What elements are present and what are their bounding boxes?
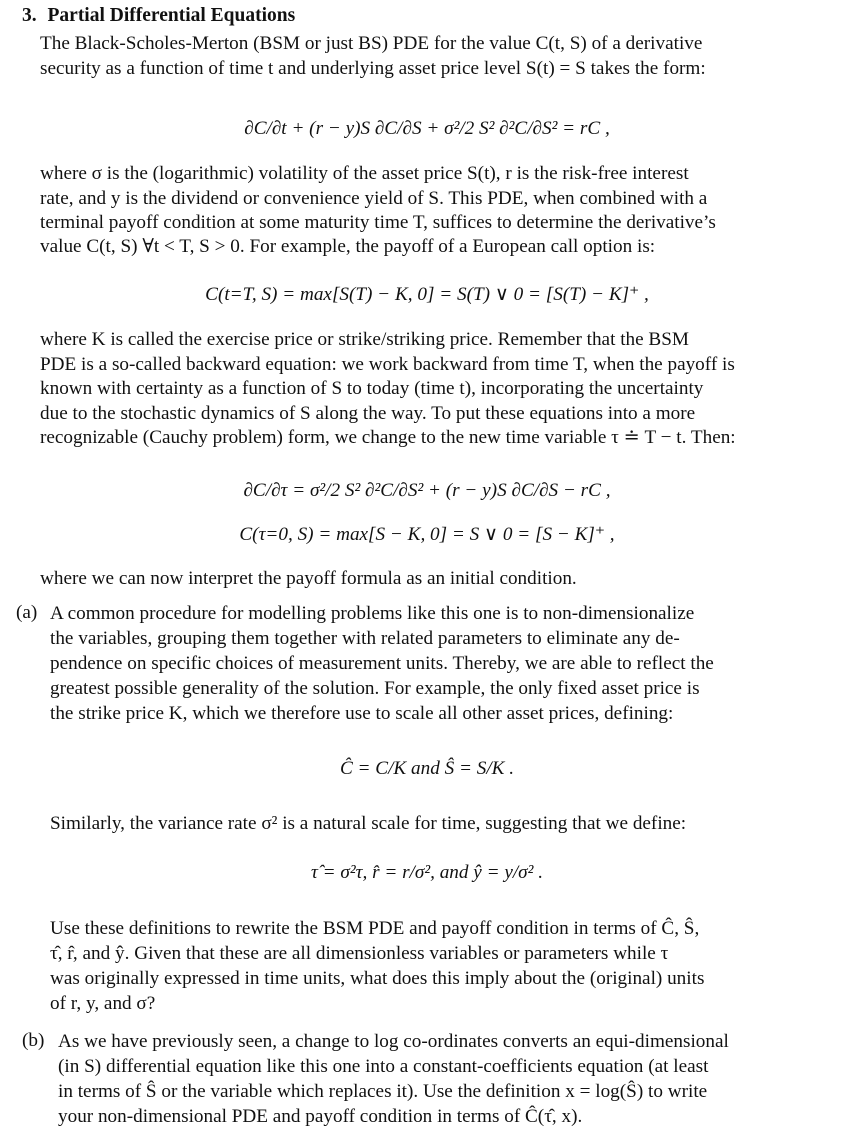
section-title: Partial Differential Equations — [47, 5, 296, 26]
equation-bsm-pde: ∂C/∂t + (r − y)S ∂C/∂S + σ²/2 S² ∂²C/∂S² = rC , — [244, 118, 610, 139]
equation-call-payoff: C(t=T, S) = max[S(T) − K, 0] = S(T) ∨ 0 = [S(T) − K]⁺ , — [205, 284, 649, 305]
section-number: 3. — [22, 5, 37, 26]
paragraph-line: known with certainty as a function of S to today (time t), incorporating the uncertainty — [40, 378, 704, 399]
part-a-line: pendence on specific choices of measurement units. Thereby, we are able to reflect the — [50, 653, 714, 674]
part-a-line: the variables, grouping them together with related parameters to eliminate any de- — [50, 628, 680, 649]
paragraph-line: terminal payoff condition at some maturity time T, suffices to determine the derivative’s — [40, 212, 716, 233]
part-a-line: the strike price K, which we therefore use to scale all other asset prices, defining: — [50, 703, 674, 724]
paragraph-line: where σ is the (logarithmic) volatility of the asset price S(t), r is the risk-free interest — [40, 163, 689, 184]
section-heading — [22, 4, 295, 28]
equation-scaling: Ĉ = C/K and Ŝ = S/K . — [339, 758, 515, 779]
part-a-line: Use these definitions to rewrite the BSM PDE and payoff condition in terms of Ĉ, Ŝ, — [50, 918, 700, 939]
part-a-line: Similarly, the variance rate σ² is a natural scale for time, suggesting that we define: — [50, 813, 687, 834]
paragraph-line: due to the stochastic dynamics of S along the way. To put these equations into a more — [40, 403, 696, 424]
paragraph-line: rate, and y is the dividend or convenience yield of S. This PDE, when combined with a — [40, 188, 708, 209]
equation-forward-pde: ∂C/∂τ = σ²/2 S² ∂²C/∂S² + (r − y)S ∂C/∂S − rC , — [243, 480, 611, 501]
intro-line: The Black-Scholes-Merton (BSM or just BS) PDE for the value C(t, S) of a derivative — [40, 33, 703, 54]
equation-time-scaling: τ̂ = σ²τ, r̂ = r/σ², and ŷ = y/σ² . — [311, 862, 543, 883]
paragraph-line: where we can now interpret the payoff formula as an initial condition. — [40, 568, 577, 589]
part-b-line: your non-dimensional PDE and payoff condition in terms of Ĉ(τ̂, x). — [58, 1106, 583, 1127]
part-b-line: As we have previously seen, a change to log co-ordinates converts an equi-dimensional — [58, 1031, 729, 1052]
paragraph-line: where K is called the exercise price or strike/striking price. Remember that the BSM — [40, 329, 689, 350]
part-a-line: of r, y, and σ? — [50, 993, 156, 1014]
paragraph-line: recognizable (Cauchy problem) form, we change to the new time variable τ ≐ T − t. Then: — [40, 427, 736, 448]
part-a-line: was originally expressed in time units, what does this imply about the (original) units — [50, 968, 705, 989]
part-b-label: (b) — [22, 1030, 45, 1051]
part-a-line: A common procedure for modelling problems like this one is to non-dimensionalize — [50, 603, 695, 624]
part-b-line: (in S) differential equation like this one into a constant-coefficients equation (at least — [58, 1056, 709, 1077]
part-a-label: (a) — [16, 602, 38, 623]
equation-initial-condition: C(τ=0, S) = max[S − K, 0] = S ∨ 0 = [S − K]⁺ , — [239, 524, 615, 545]
part-a-line: τ̂, r̂, and ŷ. Given that these are all dimensionless variables or parameters while τ — [50, 943, 669, 964]
intro-line: security as a function of time t and underlying asset price level S(t) = S takes the form: — [40, 58, 706, 79]
part-a-line: greatest possible generality of the solution. For example, the only fixed asset price is — [50, 678, 700, 699]
paragraph-line: PDE is a so-called backward equation: we work backward from time T, when the payoff is — [40, 354, 735, 375]
paragraph-line: value C(t, S) ∀t < T, S > 0. For example, the payoff of a European call option is: — [40, 236, 656, 257]
part-b-line: in terms of Ŝ or the variable which replaces it). Use the definition x = log(Ŝ) to write — [58, 1081, 708, 1102]
